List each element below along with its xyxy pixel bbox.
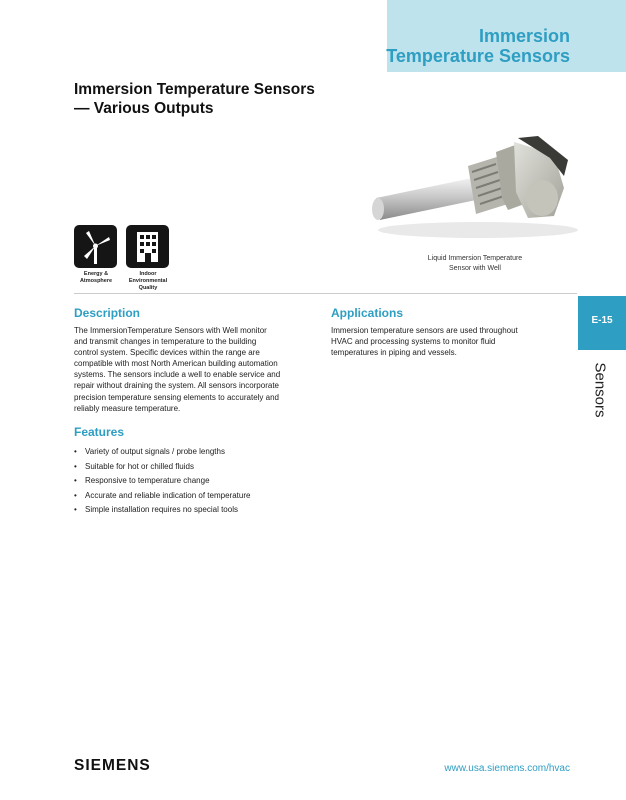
description-line: reliably measure temperature.: [74, 403, 181, 413]
section-side-label: Sensors: [591, 362, 609, 418]
description-line: The ImmersionTemperature Sensors with Well monitor: [74, 326, 267, 335]
header-title: [386, 26, 570, 66]
caption-line2: Sensor with Well: [448, 265, 501, 272]
icon-label-line2: Atmosphere: [79, 278, 113, 284]
applications-heading: Applications: [331, 306, 404, 320]
icon-label-line1: Energy &: [83, 271, 109, 277]
page-title: [74, 80, 315, 118]
page-title-line1: Immersion Temperature Sensors: [74, 81, 315, 98]
indoor-environmental-quality-label: [118, 271, 178, 292]
icon-label-line1: Indoor: [139, 271, 157, 277]
icon-label-line3: Quality: [138, 285, 158, 291]
footer-url-link[interactable]: www.usa.siemens.com/hvac: [444, 763, 570, 774]
section-tab-code: E-15: [591, 315, 613, 326]
description-line: compatible with most North American building automation: [74, 359, 278, 369]
feature-item: • Accurate and reliable indication of temperature: [74, 490, 250, 505]
description-line: repair without draining the system. All sensors incorporate: [74, 381, 279, 391]
header-title-line1: Immersion: [478, 26, 570, 46]
feature-item: • Suitable for hot or chilled fluids: [74, 461, 250, 476]
applications-line: HVAC and processing systems to monitor fluid: [331, 337, 496, 347]
description-heading: Description: [74, 306, 141, 320]
feature-item: • Responsive to temperature change: [74, 475, 250, 490]
description-line: systems. The sensors include a well to enable service and: [74, 370, 281, 380]
feature-item: • Simple installation requires no special tools: [74, 504, 250, 519]
siemens-logo: SIEMENS: [74, 757, 151, 774]
wind-turbine-icon: [74, 225, 117, 268]
applications-line: Immersion temperature sensors are used throughout: [331, 326, 518, 335]
applications-line: temperatures in piping and vessels.: [331, 348, 457, 358]
building-icon: [126, 225, 169, 268]
image-caption: [420, 254, 530, 274]
icon-label-line2: Environmental: [128, 278, 168, 284]
energy-atmosphere-label: [66, 271, 126, 285]
features-list: [74, 446, 250, 519]
applications-text: [331, 325, 518, 358]
description-line: precision temperature sensing elements to accurately and: [74, 392, 279, 402]
section-divider: [74, 293, 577, 294]
caption-line1: Liquid Immersion Temperature: [427, 255, 523, 262]
header-title-line2: Temperature Sensors: [386, 46, 570, 66]
description-line: control system. Specific devices within the range are: [74, 348, 260, 358]
description-line: and transmit changes in temperature to the building: [74, 337, 257, 347]
description-text: [74, 325, 280, 414]
page-title-line2: — Various Outputs: [74, 100, 214, 117]
features-heading: Features: [74, 425, 125, 439]
sensor-product-image: [368, 132, 578, 242]
feature-item: • Variety of output signals / probe lengths: [74, 446, 250, 461]
